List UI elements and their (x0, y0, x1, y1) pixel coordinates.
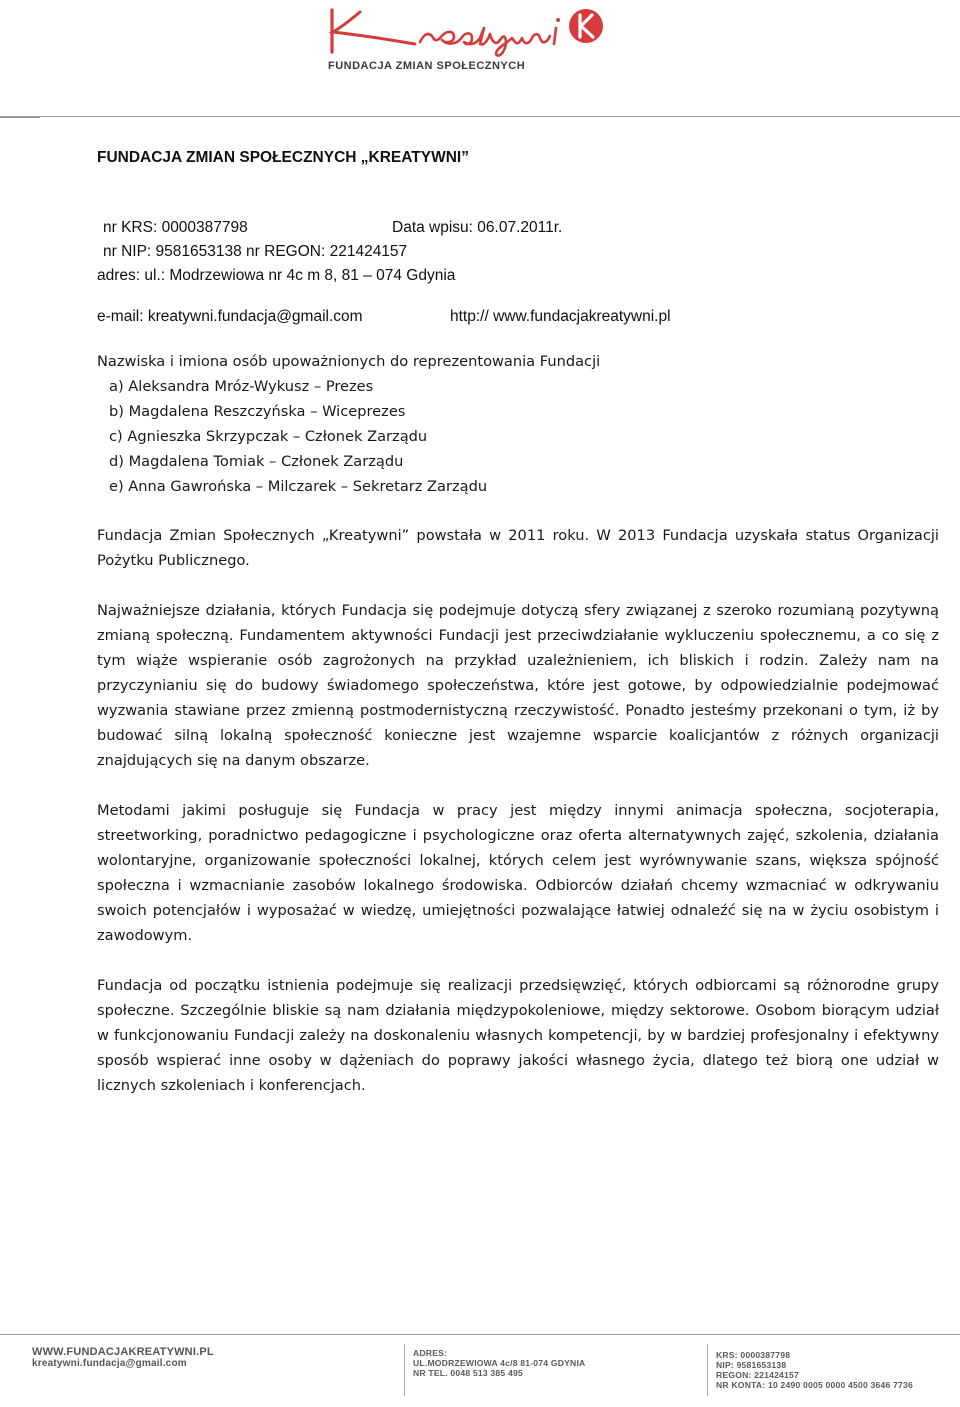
email[interactable]: e-mail: kreatywni.fundacja@gmail.com (97, 308, 363, 325)
footer-registry-block (716, 1350, 913, 1390)
list-item: e) Anna Gawrońska – Milczarek – Sekretarz Zarządu (109, 478, 488, 495)
document-body (97, 146, 939, 1098)
list-item: b) Magdalena Reszczyńska – Wiceprezes (109, 403, 406, 420)
list-item: c) Agnieszka Skrzypczak – Członek Zarządu (109, 428, 428, 445)
list-item: a) Aleksandra Mróz-Wykusz – Prezes (109, 378, 374, 395)
footer-divider (0, 1334, 960, 1335)
footer-separator (707, 1344, 708, 1396)
logo (320, 4, 620, 84)
page-footer (0, 1330, 960, 1407)
organization-title: FUNDACJA ZMIAN SPOŁECZNYCH „KREATYWNI” (97, 149, 469, 166)
entry-date: Data wpisu: 06.07.2011r. (392, 219, 563, 236)
footer-email[interactable]: kreatywni.fundacja@gmail.com (32, 1358, 187, 1369)
address: adres: ul.: Modrzewiowa nr 4c m 8, 81 – 074 Gdynia (97, 267, 456, 284)
footer-address-block (413, 1348, 585, 1378)
header-divider (0, 116, 960, 117)
website-link[interactable]: http:// www.fundacjakreatywni.pl (450, 308, 671, 325)
footer-separator (404, 1344, 405, 1396)
footer-address-label: ADRES: (413, 1348, 448, 1358)
footer-phone: NR TEL. 0048 513 385 495 (413, 1368, 523, 1378)
paragraph-projects: Fundacja od początku istnienia podejmuje się realizacji przedsięwzięć, których odbiorcami są różnorodne grupy społeczne. Szczególnie bliskie są nam działania międzypokoleniowe, między sektorowe. Osobom biorącym udział w funkcjonowaniu Fundacji zależy na doskonaleniu własnych kompetencji, by w bardziej profesjonalny i efektywny sposób wspierać inne osoby w dążeniach do poprawy jakości własnego życia, dlatego też biorą one udział w licznych szkoleniach i konferencjach. (97, 977, 939, 1094)
krs-number: nr KRS: 0000387798 (103, 219, 248, 236)
paragraph-history: Fundacja Zmian Społecznych „Kreatywni” powstała w 2011 roku. W 2013 Fundacja uzyskała status Organizacji Pożytku Publicznego. (97, 527, 939, 569)
representatives-section (97, 349, 939, 499)
description-section (97, 523, 939, 1098)
list-item: d) Magdalena Tomiak – Członek Zarządu (109, 453, 404, 470)
footer-website-block (32, 1346, 214, 1370)
nip-regon: nr NIP: 9581653138 nr REGON: 221424157 (103, 243, 408, 260)
footer-nip: NIP: 9581653138 (716, 1360, 787, 1370)
footer-website[interactable]: WWW.FUNDACJAKREATYWNI.PL (32, 1346, 214, 1358)
footer-regon: REGON: 221424157 (716, 1370, 799, 1380)
representatives-heading: Nazwiska i imiona osób upoważnionych do reprezentowania Fundacji (97, 353, 601, 370)
paragraph-methods: Metodami jakimi posługuje się Fundacja w pracy jest między innymi animacja społeczna, socjoterapia, streetworking, poradnictwo pedagogiczne i psychologiczne oraz oferta alternatywnych zajęć, szkolenia, działania wolontaryjne, organizowanie społeczności lokalnej, których celem jest wyrównywanie szans, większa spójność społeczna i wzmacnianie zasobów lokalnego środowiska. Odbiorców działań chcemy wzmacniać w odkrywaniu swoich potencjałów i wyposażać w wiedzę, umiejętności pozwalające łatwiej odnaleźć się na w życiu osobistym i zawodowym. (97, 802, 939, 944)
representatives-list (97, 374, 939, 499)
footer-bank-account: NR KONTA: 10 2490 0005 0000 4500 3646 7736 (716, 1380, 913, 1390)
logo-tagline: FUNDACJA ZMIAN SPOŁECZNYCH (328, 60, 526, 72)
nip-regon-row (97, 240, 939, 264)
footer-address-street: UL.MODRZEWIOWA 4c/8 81-074 GDYNIA (413, 1358, 586, 1368)
registration-info (97, 216, 939, 329)
contact-row (97, 305, 939, 329)
page-header (0, 0, 960, 118)
kreatywni-wordmark-logo (320, 4, 620, 62)
address-row (97, 264, 939, 288)
krs-row (97, 216, 939, 240)
footer-krs: KRS: 0000387798 (716, 1350, 791, 1360)
paragraph-activities: Najważniejsze działania, których Fundacja się podejmuje dotyczą sfery związanej z szeroko rozumianą pozytywną zmianą społeczną. Fundamentem aktywności Fundacji jest przeciwdziałanie wykluczeniu społecznemu, a co się z tym wiąże wspieranie osób zagrożonych na przykład uzależnieniem, ich bliskich i rodzin. Zależy nam na przyczynianiu się do budowy świadomego społeczeństwa, które jest gotowe, by odpowiedzialnie podejmować wyzwania stawiane przez zmienną postmodernistyczną rzeczywistość. Ponadto jesteśmy przekonani o tym, iż by budować silną lokalną społeczność konieczne jest wzajemne wsparcie koalicjantów z różnych organizacji znajdujących się na danym obszarze. (97, 602, 939, 769)
